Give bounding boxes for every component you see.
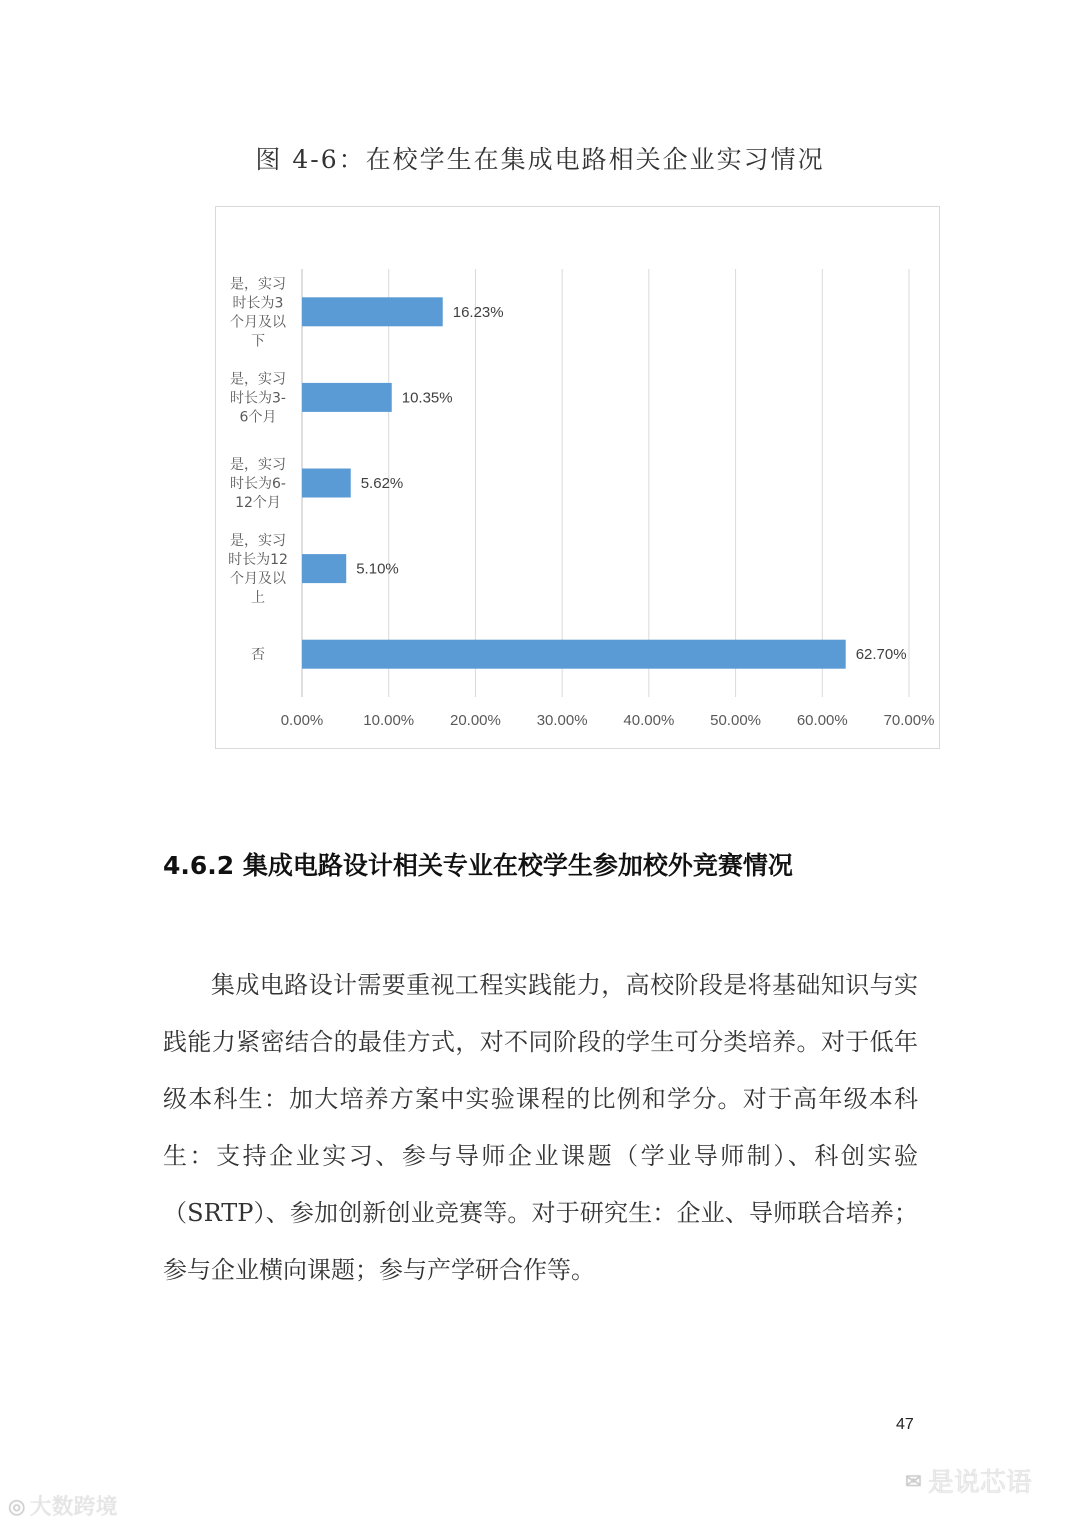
category-label-line: 否: [251, 647, 265, 664]
data-label: 5.62%: [360, 475, 404, 492]
category-label-line: 时长为3-: [230, 390, 286, 407]
category-label: [230, 457, 286, 511]
chart-svg: [216, 207, 941, 750]
watermark-right-text: 是说芯语: [927, 1468, 1032, 1498]
category-label-line: 上: [251, 590, 265, 607]
x-tick-label: 40.00%: [623, 712, 675, 729]
category-label-line: 下: [251, 333, 265, 350]
bar-chart: [215, 206, 940, 749]
wechat-icon: ✉: [905, 1468, 922, 1493]
figure-title: 图 4-6：在校学生在集成电路相关企业实习情况: [255, 145, 825, 174]
bar: [302, 383, 392, 412]
watermark-left-text: 大数跨境: [29, 1495, 118, 1520]
data-label: 10.35%: [401, 389, 453, 407]
category-label-line: 12个月: [235, 495, 281, 511]
category-label-line: 6个月: [239, 409, 277, 426]
x-tick-label: 0.00%: [280, 712, 324, 729]
bar: [302, 297, 443, 326]
x-tick-label: 60.00%: [796, 712, 848, 729]
bar: [302, 554, 346, 583]
category-label: [251, 647, 265, 663]
x-tick-label: 50.00%: [710, 712, 762, 729]
section-heading: 4.6.2 集成电路设计相关专业在校学生参加校外竞赛情况: [163, 851, 793, 880]
bar: [302, 640, 846, 669]
category-label-line: 时长为6-: [230, 476, 286, 492]
category-label-line: 是，实习: [230, 371, 286, 388]
category-label-line: 个月及以: [230, 314, 286, 331]
page-number: 47: [896, 1416, 914, 1433]
category-label-line: 时长为12: [228, 552, 288, 569]
x-tick-label: 30.00%: [536, 712, 588, 729]
data-label: 62.70%: [855, 646, 907, 664]
category-label-line: 个月及以: [230, 571, 286, 588]
x-tick-label: 10.00%: [363, 712, 415, 729]
category-label-line: 是，实习: [230, 533, 286, 550]
watermark-left: [8, 1490, 117, 1521]
category-label: [228, 533, 288, 606]
category-label: [230, 276, 287, 349]
category-label-line: 是，实习: [230, 276, 286, 293]
data-label: 16.23%: [452, 303, 504, 321]
bar: [302, 469, 351, 498]
x-tick-label: 70.00%: [883, 712, 935, 729]
body-paragraph: 集成电路设计需要重视工程实践能力，高校阶段是将基础知识与实践能力紧密结合的最佳方式，对不同阶段的学生可分类培养。对于低年级本科生：加大培养方案中实验课程的比例和学分。对于高年级本科生：支持企业实习、参与导师企业课题（学业导师制）、科创实验（SRTP）、参加创新创业竞赛等。对于研究生：企业、导师联合培养；参与企业横向课题；参与产学研合作等。: [163, 971, 918, 1284]
category-label: [230, 371, 286, 425]
category-label-line: 是，实习: [230, 457, 286, 473]
category-label-line: 时长为3: [232, 295, 284, 312]
data-label: 5.10%: [356, 560, 399, 578]
watermark-logo-icon: ◎: [8, 1493, 26, 1518]
watermark-right: [905, 1462, 1032, 1499]
x-tick-label: 20.00%: [449, 712, 501, 729]
